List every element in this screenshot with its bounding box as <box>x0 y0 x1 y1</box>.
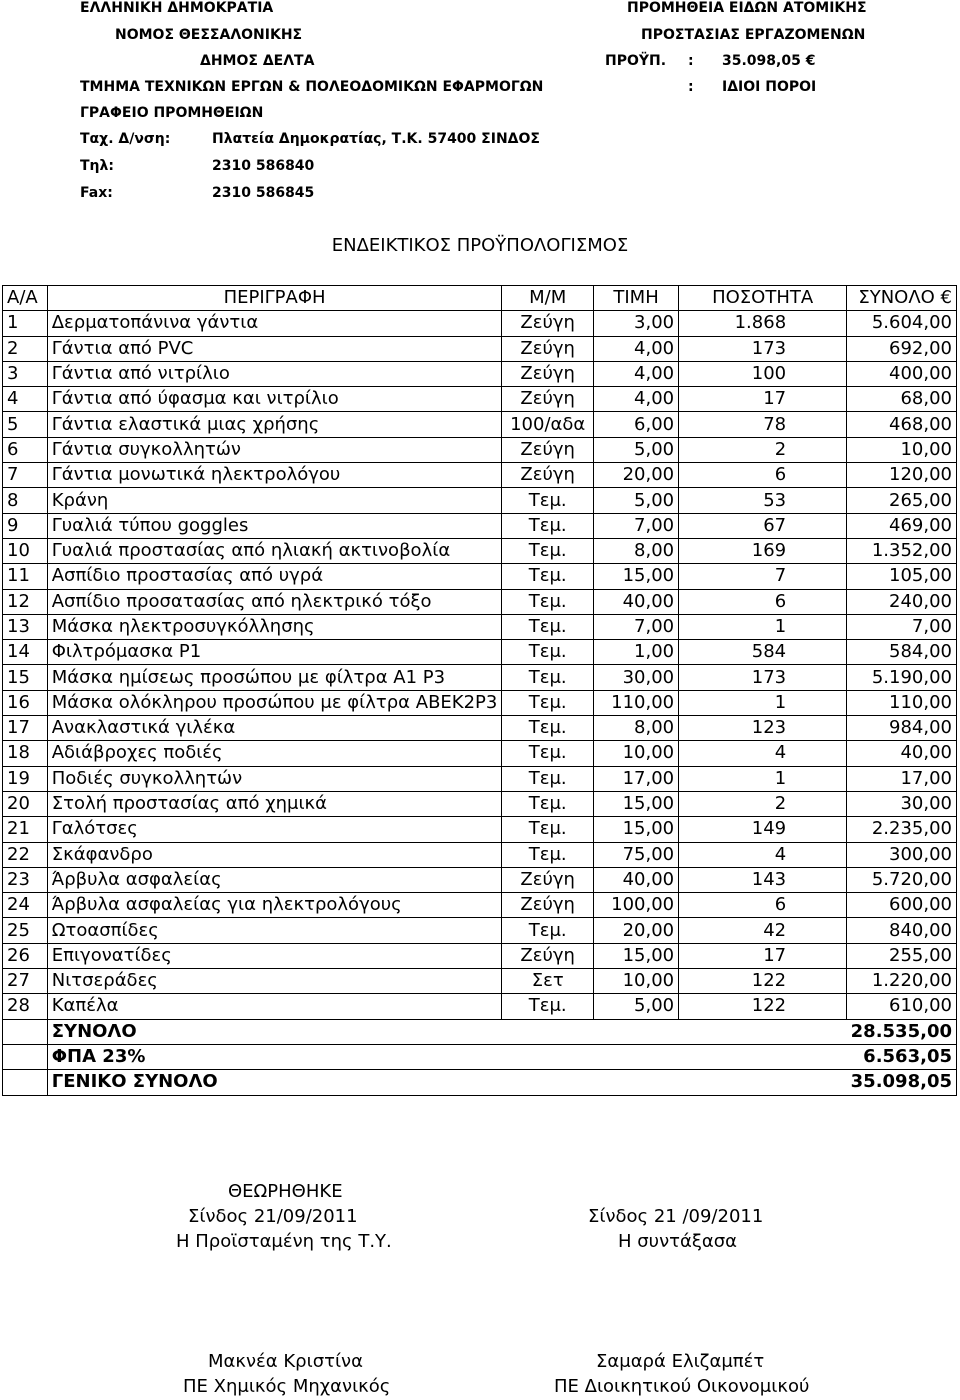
row-description: Μάσκα ολόκληρου προσώπου με φίλτρα ABEK2P3 <box>47 690 502 715</box>
row-total: 5.604,00 <box>847 311 957 336</box>
row-quantity: 584 <box>679 640 847 665</box>
row-total: 120,00 <box>847 463 957 488</box>
row-unit: Τεμ. <box>502 589 594 614</box>
row-unit: Τεμ. <box>502 817 594 842</box>
row-total: 1.220,00 <box>847 969 957 994</box>
table-row <box>3 488 957 513</box>
row-unit: Τεμ. <box>502 640 594 665</box>
row-price: 5,00 <box>594 994 679 1019</box>
row-total: 610,00 <box>847 994 957 1019</box>
row-price: 8,00 <box>594 538 679 563</box>
row-quantity: 53 <box>679 488 847 513</box>
totals-row <box>3 1070 957 1095</box>
row-unit: Ζεύγη <box>502 437 594 462</box>
row-price: 110,00 <box>594 690 679 715</box>
row-aa: 25 <box>3 918 48 943</box>
row-description: Σκάφανδρο <box>47 842 502 867</box>
row-aa: 6 <box>3 437 48 462</box>
col-total-header: ΣΥΝΟΛΟ € <box>847 286 957 311</box>
row-aa: 24 <box>3 893 48 918</box>
left-signer-name: Μακνέα Κριστίνα <box>208 1351 363 1372</box>
row-total: 68,00 <box>847 387 957 412</box>
right-date: Σίνδος 21 /09/2011 <box>588 1206 764 1227</box>
row-total: 5.720,00 <box>847 867 957 892</box>
table-row <box>3 918 957 943</box>
totals-label: ΓΕΝΙΚΟ ΣΥΝΟΛΟ <box>47 1070 846 1095</box>
row-price: 40,00 <box>594 867 679 892</box>
row-aa: 4 <box>3 387 48 412</box>
table-row <box>3 893 957 918</box>
row-description: Επιγονατίδες <box>47 943 502 968</box>
row-quantity: 173 <box>679 336 847 361</box>
row-description: Γάντια συγκολλητών <box>47 437 502 462</box>
header-funding-value: ΙΔΙΟΙ ΠΟΡΟΙ <box>722 79 817 95</box>
row-total: 984,00 <box>847 716 957 741</box>
row-aa: 9 <box>3 513 48 538</box>
table-row <box>3 690 957 715</box>
table-row <box>3 791 957 816</box>
table-row <box>3 741 957 766</box>
row-total: 17,00 <box>847 766 957 791</box>
approved-label: ΘΕΩΡΗΘΗΚΕ <box>228 1181 343 1202</box>
header-budget-value: 35.098,05 € <box>722 53 816 69</box>
row-total: 255,00 <box>847 943 957 968</box>
row-description: Ωτοασπίδες <box>47 918 502 943</box>
row-description: Γάντια από νιτρίλιο <box>47 361 502 386</box>
row-unit: Ζεύγη <box>502 867 594 892</box>
row-aa: 3 <box>3 361 48 386</box>
row-aa: 22 <box>3 842 48 867</box>
row-quantity: 6 <box>679 893 847 918</box>
row-description: Καπέλα <box>47 994 502 1019</box>
right-role: Η συντάξασα <box>618 1231 738 1252</box>
row-total: 110,00 <box>847 690 957 715</box>
row-unit: Ζεύγη <box>502 463 594 488</box>
row-unit: Τεμ. <box>502 716 594 741</box>
row-total: 7,00 <box>847 614 957 639</box>
row-unit: Τεμ. <box>502 665 594 690</box>
row-aa: 18 <box>3 741 48 766</box>
totals-value: 28.535,00 <box>847 1019 957 1044</box>
row-unit: Τεμ. <box>502 994 594 1019</box>
row-quantity: 169 <box>679 538 847 563</box>
table-row <box>3 994 957 1019</box>
row-description: Νιτσεράδες <box>47 969 502 994</box>
row-quantity: 78 <box>679 412 847 437</box>
row-description: Γυαλιά προστασίας από ηλιακή ακτινοβολία <box>47 538 502 563</box>
col-qty-header: ΠΟΣΟΤΗΤΑ <box>679 286 847 311</box>
table-row <box>3 614 957 639</box>
row-description: Κράνη <box>47 488 502 513</box>
row-description: Γάντια ελαστικά μιας χρήσης <box>47 412 502 437</box>
row-total: 300,00 <box>847 842 957 867</box>
table-row <box>3 412 957 437</box>
row-quantity: 17 <box>679 387 847 412</box>
table-row <box>3 463 957 488</box>
row-price: 15,00 <box>594 943 679 968</box>
document-title: ΕΝΔΕΙΚΤΙΚΟΣ ΠΡΟΫΠΟΛΟΓΙΣΜΟΣ <box>331 235 629 256</box>
row-aa: 11 <box>3 564 48 589</box>
row-total: 468,00 <box>847 412 957 437</box>
row-aa: 19 <box>3 766 48 791</box>
row-description: Γαλότσες <box>47 817 502 842</box>
row-aa: 26 <box>3 943 48 968</box>
table-row <box>3 437 957 462</box>
row-unit: Τεμ. <box>502 791 594 816</box>
row-unit: Τεμ. <box>502 842 594 867</box>
totals-row <box>3 1019 957 1044</box>
row-aa: 28 <box>3 994 48 1019</box>
row-unit: Ζεύγη <box>502 311 594 336</box>
header-fax-label: Fax: <box>80 185 113 201</box>
row-price: 20,00 <box>594 918 679 943</box>
row-quantity: 67 <box>679 513 847 538</box>
table-row <box>3 665 957 690</box>
row-unit: Ζεύγη <box>502 893 594 918</box>
table-row <box>3 842 957 867</box>
row-aa: 20 <box>3 791 48 816</box>
table-row <box>3 311 957 336</box>
row-quantity: 2 <box>679 791 847 816</box>
row-unit: Τεμ. <box>502 538 594 563</box>
row-total: 400,00 <box>847 361 957 386</box>
row-aa: 8 <box>3 488 48 513</box>
table-row <box>3 387 957 412</box>
row-total: 600,00 <box>847 893 957 918</box>
row-aa: 13 <box>3 614 48 639</box>
row-description: Φιλτρόμασκα P1 <box>47 640 502 665</box>
row-price: 15,00 <box>594 817 679 842</box>
col-desc-header: ΠΕΡΙΓΡΑΦΗ <box>47 286 502 311</box>
row-total: 1.352,00 <box>847 538 957 563</box>
row-unit: Τεμ. <box>502 766 594 791</box>
row-quantity: 1 <box>679 614 847 639</box>
row-unit: Τεμ. <box>502 513 594 538</box>
row-aa: 10 <box>3 538 48 563</box>
header-subject-line2: ΠΡΟΣΤΑΣΙΑΣ ΕΡΓΑΖΟΜΕΝΩΝ <box>641 27 866 43</box>
table-body <box>3 311 957 1095</box>
table-row <box>3 766 957 791</box>
header-budget-colon: : <box>688 53 694 69</box>
header-department: ΤΜΗΜΑ ΤΕΧΝΙΚΩΝ ΕΡΓΩΝ & ΠΟΛΕΟΔΟΜΙΚΩΝ ΕΦΑΡΜΟΓΩΝ <box>80 79 544 95</box>
row-description: Άρβυλα ασφαλείας για ηλεκτρολόγους <box>47 893 502 918</box>
row-unit: Τεμ. <box>502 614 594 639</box>
table-row <box>3 817 957 842</box>
row-price: 5,00 <box>594 488 679 513</box>
row-quantity: 42 <box>679 918 847 943</box>
row-unit: 100/αδα <box>502 412 594 437</box>
table-row <box>3 589 957 614</box>
row-price: 10,00 <box>594 741 679 766</box>
row-price: 75,00 <box>594 842 679 867</box>
table-header-row <box>3 286 957 311</box>
row-quantity: 122 <box>679 969 847 994</box>
row-description: Ασπίδιο προσατασίας από ηλεκτρικό τόξο <box>47 589 502 614</box>
row-unit: Τεμ. <box>502 918 594 943</box>
totals-label: ΦΠΑ 23% <box>47 1044 846 1069</box>
table-row <box>3 943 957 968</box>
row-description: Γάντια μονωτικά ηλεκτρολόγου <box>47 463 502 488</box>
row-total: 2.235,00 <box>847 817 957 842</box>
row-aa: 16 <box>3 690 48 715</box>
table-row <box>3 513 957 538</box>
row-price: 30,00 <box>594 665 679 690</box>
table-row <box>3 538 957 563</box>
row-price: 8,00 <box>594 716 679 741</box>
row-description: Γυαλιά τύπου goggles <box>47 513 502 538</box>
row-unit: Τεμ. <box>502 741 594 766</box>
row-quantity: 173 <box>679 665 847 690</box>
row-quantity: 123 <box>679 716 847 741</box>
header-funding-colon: : <box>688 79 694 95</box>
right-signer-title: ΠΕ Διοικητικού Οικονομικού <box>554 1376 810 1397</box>
row-description: Ποδιές συγκολλητών <box>47 766 502 791</box>
row-unit: Τεμ. <box>502 564 594 589</box>
table-row <box>3 867 957 892</box>
row-aa: 14 <box>3 640 48 665</box>
row-price: 7,00 <box>594 513 679 538</box>
row-total: 105,00 <box>847 564 957 589</box>
totals-blank-cell <box>3 1019 48 1044</box>
row-aa: 2 <box>3 336 48 361</box>
row-unit: Σετ <box>502 969 594 994</box>
header-address-value: Πλατεία Δημοκρατίας, Τ.Κ. 57400 ΣΙΝΔΟΣ <box>212 131 540 147</box>
row-description: Γάντια από PVC <box>47 336 502 361</box>
totals-label: ΣΥΝΟΛΟ <box>47 1019 846 1044</box>
row-price: 40,00 <box>594 589 679 614</box>
header-prefecture: ΝΟΜΟΣ ΘΕΣΣΑΛΟΝΙΚΗΣ <box>115 27 303 43</box>
row-quantity: 2 <box>679 437 847 462</box>
header-budget-label: ΠΡΟΫΠ. <box>605 53 667 69</box>
row-aa: 7 <box>3 463 48 488</box>
row-quantity: 4 <box>679 842 847 867</box>
row-total: 265,00 <box>847 488 957 513</box>
row-aa: 17 <box>3 716 48 741</box>
row-price: 15,00 <box>594 564 679 589</box>
row-unit: Ζεύγη <box>502 387 594 412</box>
right-signer-name: Σαμαρά Ελιζαμπέτ <box>596 1351 765 1372</box>
row-quantity: 6 <box>679 589 847 614</box>
row-unit: Τεμ. <box>502 488 594 513</box>
row-price: 100,00 <box>594 893 679 918</box>
left-signer-title: ΠΕ Χημικός Μηχανικός <box>183 1376 391 1397</box>
totals-value: 6.563,05 <box>847 1044 957 1069</box>
totals-row <box>3 1044 957 1069</box>
row-total: 692,00 <box>847 336 957 361</box>
header-phone-label: Τηλ: <box>80 158 114 174</box>
row-aa: 5 <box>3 412 48 437</box>
row-aa: 23 <box>3 867 48 892</box>
row-price: 4,00 <box>594 387 679 412</box>
row-description: Γάντια από ύφασμα και νιτρίλιο <box>47 387 502 412</box>
col-price-header: ΤΙΜΗ <box>594 286 679 311</box>
row-total: 5.190,00 <box>847 665 957 690</box>
row-aa: 12 <box>3 589 48 614</box>
row-description: Μάσκα ηλεκτροσυγκόλλησης <box>47 614 502 639</box>
row-unit: Ζεύγη <box>502 361 594 386</box>
row-quantity: 149 <box>679 817 847 842</box>
table-row <box>3 336 957 361</box>
row-price: 7,00 <box>594 614 679 639</box>
row-price: 3,00 <box>594 311 679 336</box>
row-quantity: 1 <box>679 690 847 715</box>
totals-blank-cell <box>3 1044 48 1069</box>
row-quantity: 1 <box>679 766 847 791</box>
row-description: Άρβυλα ασφαλείας <box>47 867 502 892</box>
row-description: Αδιάβροχες ποδιές <box>47 741 502 766</box>
left-role: Η Προϊσταμένη της Τ.Υ. <box>176 1231 392 1252</box>
header-fax-value: 2310 586845 <box>212 185 315 201</box>
row-total: 30,00 <box>847 791 957 816</box>
row-price: 4,00 <box>594 361 679 386</box>
col-mm-header: Μ/Μ <box>502 286 594 311</box>
header-address-label: Ταχ. Δ/νση: <box>80 131 171 147</box>
totals-value: 35.098,05 <box>847 1070 957 1095</box>
row-total: 240,00 <box>847 589 957 614</box>
table-row <box>3 640 957 665</box>
table-row <box>3 969 957 994</box>
row-description: Ασπίδιο προστασίας από υγρά <box>47 564 502 589</box>
table-row <box>3 716 957 741</box>
row-quantity: 7 <box>679 564 847 589</box>
row-quantity: 143 <box>679 867 847 892</box>
row-unit: Τεμ. <box>502 690 594 715</box>
col-aa-header: Α/Α <box>3 286 48 311</box>
row-total: 840,00 <box>847 918 957 943</box>
row-unit: Ζεύγη <box>502 336 594 361</box>
header-republic: ΕΛΛΗΝΙΚΗ ΔΗΜΟΚΡΑΤΙΑ <box>80 0 274 16</box>
row-description: Δερματοπάνινα γάντια <box>47 311 502 336</box>
row-price: 10,00 <box>594 969 679 994</box>
row-price: 20,00 <box>594 463 679 488</box>
row-quantity: 6 <box>679 463 847 488</box>
table-row <box>3 361 957 386</box>
header-subject-line1: ΠΡΟΜΗΘΕΙΑ ΕΙΔΩΝ ΑΤΟΜΙΚΗΣ <box>627 0 867 16</box>
row-total: 469,00 <box>847 513 957 538</box>
row-price: 15,00 <box>594 791 679 816</box>
row-aa: 21 <box>3 817 48 842</box>
row-price: 6,00 <box>594 412 679 437</box>
header-municipality: ΔΗΜΟΣ ΔΕΛΤΑ <box>200 53 315 69</box>
row-price: 1,00 <box>594 640 679 665</box>
table-row <box>3 564 957 589</box>
budget-table <box>2 285 957 1096</box>
row-quantity: 17 <box>679 943 847 968</box>
row-price: 17,00 <box>594 766 679 791</box>
row-aa: 27 <box>3 969 48 994</box>
totals-blank-cell <box>3 1070 48 1095</box>
row-aa: 15 <box>3 665 48 690</box>
row-quantity: 100 <box>679 361 847 386</box>
row-price: 4,00 <box>594 336 679 361</box>
row-quantity: 122 <box>679 994 847 1019</box>
row-description: Μάσκα ημίσεως προσώπου με φίλτρα A1 P3 <box>47 665 502 690</box>
row-total: 40,00 <box>847 741 957 766</box>
left-date: Σίνδος 21/09/2011 <box>188 1206 358 1227</box>
row-description: Ανακλαστικά γιλέκα <box>47 716 502 741</box>
row-unit: Ζεύγη <box>502 943 594 968</box>
row-description: Στολή προστασίας από χημικά <box>47 791 502 816</box>
row-quantity: 1.868 <box>679 311 847 336</box>
row-price: 5,00 <box>594 437 679 462</box>
row-total: 10,00 <box>847 437 957 462</box>
row-quantity: 4 <box>679 741 847 766</box>
header-phone-value: 2310 586840 <box>212 158 315 174</box>
row-aa: 1 <box>3 311 48 336</box>
header-office: ΓΡΑΦΕΙΟ ΠΡΟΜΗΘΕΙΩΝ <box>80 105 264 121</box>
row-total: 584,00 <box>847 640 957 665</box>
